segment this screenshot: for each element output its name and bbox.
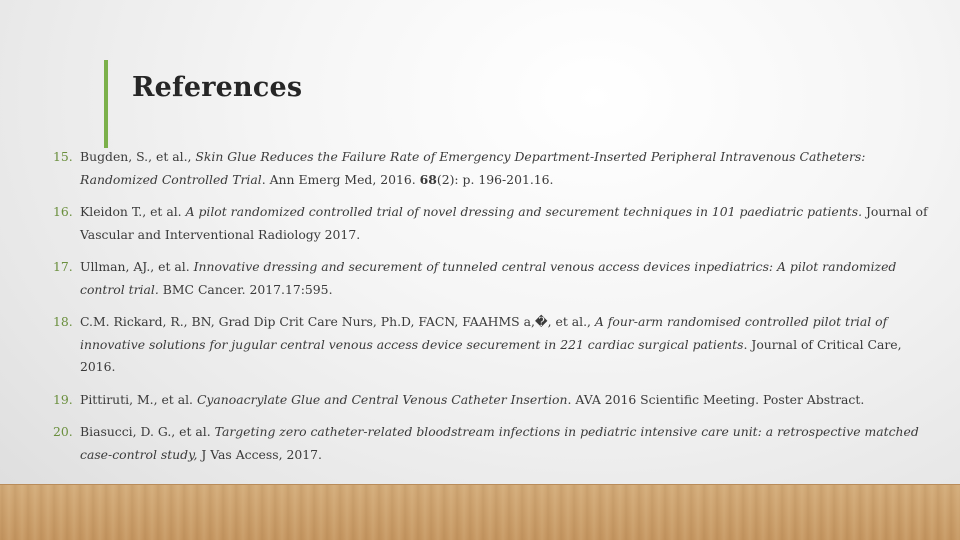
reference-authors: C.M. Rickard, R., BN, Grad Dip Crit Care Nurs, Ph.D, FACN, FAAHMS a,�, et al., bbox=[80, 314, 595, 329]
reference-source: . Ann Emerg Med, 2016. bbox=[261, 171, 420, 187]
slide-title: References bbox=[132, 72, 303, 103]
reference-pages: (2): p. 196-201.16. bbox=[436, 171, 554, 187]
reference-title: A pilot randomized controlled trial of novel dressing and securement techniques in 101 paediatric patients. bbox=[185, 204, 863, 219]
reference-volume: 68 bbox=[419, 171, 437, 187]
reference-authors: Bugden, S., et al., bbox=[80, 149, 196, 164]
reference-number: 18. bbox=[53, 314, 73, 329]
reference-number: 17. bbox=[53, 259, 73, 274]
wood-floor-background bbox=[0, 484, 960, 540]
reference-number: 20. bbox=[53, 424, 73, 439]
reference-source: BMC Cancer. 2017.17:595. bbox=[158, 281, 333, 297]
reference-number: 16. bbox=[53, 204, 73, 219]
reference-title: Targeting zero catheter-related bloodstream infections in pediatric intensive care unit: a retrospective matched case-control study, bbox=[80, 424, 919, 462]
reference-authors: Ullman, AJ., et al. bbox=[80, 259, 194, 274]
reference-item bbox=[50, 256, 940, 301]
reference-source: . AVA 2016 Scientific Meeting. Poster Abstract. bbox=[567, 391, 865, 407]
reference-item bbox=[50, 311, 940, 379]
reference-source: J Vas Access, 2017. bbox=[197, 446, 322, 462]
reference-item bbox=[50, 389, 940, 412]
title-accent-bar bbox=[104, 60, 108, 148]
reference-title: Cyanoacrylate Glue and Central Venous Catheter Insertion bbox=[196, 391, 568, 407]
reference-number: 15. bbox=[53, 149, 73, 164]
reference-title: Skin Glue Reduces the Failure Rate of Emergency Department-Inserted Peripheral Intravenous Catheters: Randomized Controlled Trial bbox=[80, 149, 866, 187]
reference-item bbox=[50, 421, 940, 466]
reference-title: Innovative dressing and securement of tunneled central venous access devices inpediatrics: A pilot randomized control trial. bbox=[80, 259, 897, 297]
reference-source: Journal of Vascular and Interventional Radiology 2017. bbox=[80, 204, 928, 242]
reference-title: A four-arm randomised controlled pilot trial of innovative solutions for jugular central venous access device securement in 221 cardiac surgical patients bbox=[80, 314, 888, 352]
reference-item bbox=[50, 201, 940, 246]
reference-list bbox=[50, 146, 940, 476]
reference-authors: Pittiruti, M., et al. bbox=[80, 391, 197, 407]
reference-number: 19. bbox=[53, 391, 73, 407]
reference-authors: Biasucci, D. G., et al. bbox=[80, 424, 215, 439]
reference-item bbox=[50, 146, 940, 191]
reference-authors: Kleidon T., et al. bbox=[80, 204, 186, 219]
reference-source: . Journal of Critical Care, 2016. bbox=[80, 336, 902, 374]
